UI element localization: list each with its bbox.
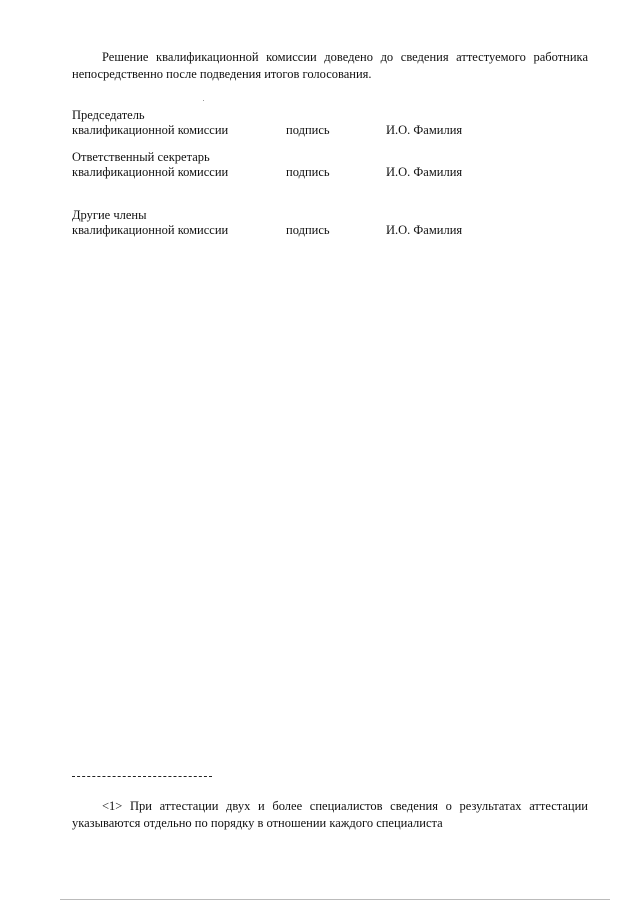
signature-name: И.О. Фамилия <box>386 165 463 179</box>
signature-placeholder: подпись <box>286 165 330 179</box>
signature-name: И.О. Фамилия <box>386 223 463 237</box>
signature-name: И.О. Фамилия <box>386 123 463 137</box>
decision-paragraph: Решение квалификационной комиссии доведено до сведения аттестуемого работника непосредственно после подведения итогов голосования. <box>72 50 588 81</box>
role-subtitle: квалификационной комиссии <box>72 123 229 137</box>
role-subtitle: квалификационной комиссии <box>72 223 229 237</box>
footnote: <1> При аттестации двух и более специалистов сведения о результатах аттестации указываются отдельно по порядку в отношении каждого специалиста <box>72 799 588 830</box>
signature-placeholder: подпись <box>286 123 330 137</box>
signature-placeholder: подпись <box>286 223 330 237</box>
signature-role-secretary <box>72 150 282 180</box>
page-bottom-edge <box>60 899 610 900</box>
signature-role-members <box>72 208 282 238</box>
scan-artifact <box>203 100 204 101</box>
role-title: Председатель <box>72 108 145 122</box>
role-subtitle: квалификационной комиссии <box>72 165 229 179</box>
role-title: Другие члены <box>72 208 147 222</box>
role-title: Ответственный секретарь <box>72 150 210 164</box>
footnote-separator <box>72 776 212 777</box>
signature-role-chairman <box>72 108 282 138</box>
